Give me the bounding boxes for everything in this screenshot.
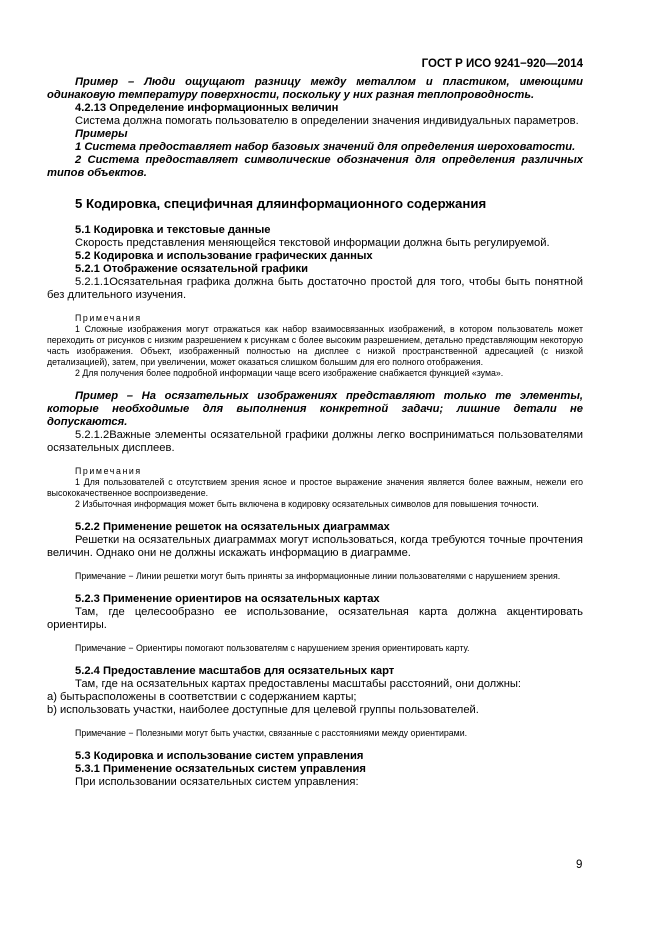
example-text: 2 Система предоставляет символические обозначения для определения различных типов объектов. [47,154,583,179]
note-text: Примечание − Линии решетки могут быть приняты за информационные линии пользователями с нарушением зрения. [75,571,561,581]
note-text: Примечание − Ориентиры помогают пользователям с нарушением зрения ориентировать карту. [75,643,470,653]
subsection-heading: 5.3 Кодировка и использование систем управления [75,750,364,762]
spacer [47,654,583,665]
spacer [47,379,583,390]
document-page [47,58,583,789]
paragraph: Там, где целесообразно ее использование, осязательная карта должна акцентировать ориентиры. [47,606,583,631]
subsection-heading: 5.1 Кодировка и текстовые данные [75,224,271,236]
note-text: 1 Для пользователей с отсутствием зрения ясное и простое выражение значения является более важным, нежели его высококачественное воспроизведение. [47,477,583,498]
spacer [47,560,583,571]
note-text: 2 Избыточная информация может быть включена в кодировку осязательных символов для повышения точности. [75,499,539,509]
paragraph: а) бытьрасположены в соответствии с содержанием карты; [47,691,357,703]
note-text: Примечание − Полезными могут быть участки, связанные с расстояниями между ориентирами. [75,728,468,738]
document-header: ГОСТ Р ИСО 9241−920—2014 [421,58,583,70]
subsection-heading: 5.2.1 Отображение осязательной графики [75,263,308,275]
spacer [47,632,583,643]
note-text: 1 Сложные изображения могут отражаться как набор взаимосвязанных изображений, в котором пользователь может переходить от рисунков с низким разрешением к рисункам с более высоким разрешением, детально представляющим некоторую часть изображения. Объект, изображенный полностью на дисплее с низкой пространственной адресацией (с низкой детализацией), затем, при увеличении, может оказаться слишком большим для его полного отображения. [47,324,583,367]
page-number: 9 [576,859,583,871]
subsection-heading: 4.2.13 Определение информационных величин [75,102,339,114]
paragraph: Там, где на осязательных картах предоставлены масштабы расстояний, они должны: [75,678,522,690]
paragraph: 5.2.1.1Осязательная графика должна быть достаточно простой для того, чтобы быть понятной без длительного изучения. [47,276,583,301]
document-body [47,76,583,789]
spacer [47,510,583,521]
paragraph: Решетки на осязательных диаграммах могут использоваться, когда требуются точные прочтения величин. Однако они не должны искажать информацию в диаграмме. [47,534,583,559]
spacer [47,302,583,313]
paragraph: b) использовать участки, наиболее доступные для целевой группы пользователей. [47,704,479,716]
spacer [47,582,583,593]
example-text: Пример – Люди ощущают разницу между металлом и пластиком, имеющими одинаковую температуру поверхности, поскольку у них разная теплопроводность. [47,76,583,101]
spacer [47,455,583,466]
subsection-heading: 5.2.4 Предоставление масштабов для осязательных карт [75,665,395,677]
example-text: 1 Система предоставляет набор базовых значений для определения шероховатости. [75,141,576,153]
note-text: 2 Для получения более подробной информации чаще всего изображение снабжается функцией «зума». [75,368,504,378]
note-text: Примечания [75,466,142,476]
example-text: Пример – На осязательных изображениях представляют только те элементы, которые необходимые для выполнения конкретной задачи; лишние детали не допускаются. [47,390,583,428]
subsection-heading: 5.2 Кодировка и использование графических данных [75,250,373,262]
paragraph: При использовании осязательных систем управления: [75,776,359,788]
paragraph: Система должна помогать пользователю в определении значения индивидуальных параметров. [75,115,579,127]
subsection-heading: 5.2.2 Применение решеток на осязательных диаграммах [75,521,390,533]
subsection-heading: 5.3.1 Применение осязательных систем управления [75,763,366,775]
paragraph: 5.2.1.2Важные элементы осязательной графики должны легко восприниматься пользователями осязательных дисплеев. [47,429,583,454]
section-heading: 5 Кодировка, специфичная дляинформационного содержания [75,196,487,211]
note-text: Примечания [75,313,142,323]
example-text: Примеры [75,128,128,140]
paragraph: Скорость представления меняющейся текстовой информации должна быть регулируемой. [75,237,550,249]
subsection-heading: 5.2.3 Применение ориентиров на осязательных картах [75,593,380,605]
spacer [47,717,583,728]
spacer [47,739,583,750]
